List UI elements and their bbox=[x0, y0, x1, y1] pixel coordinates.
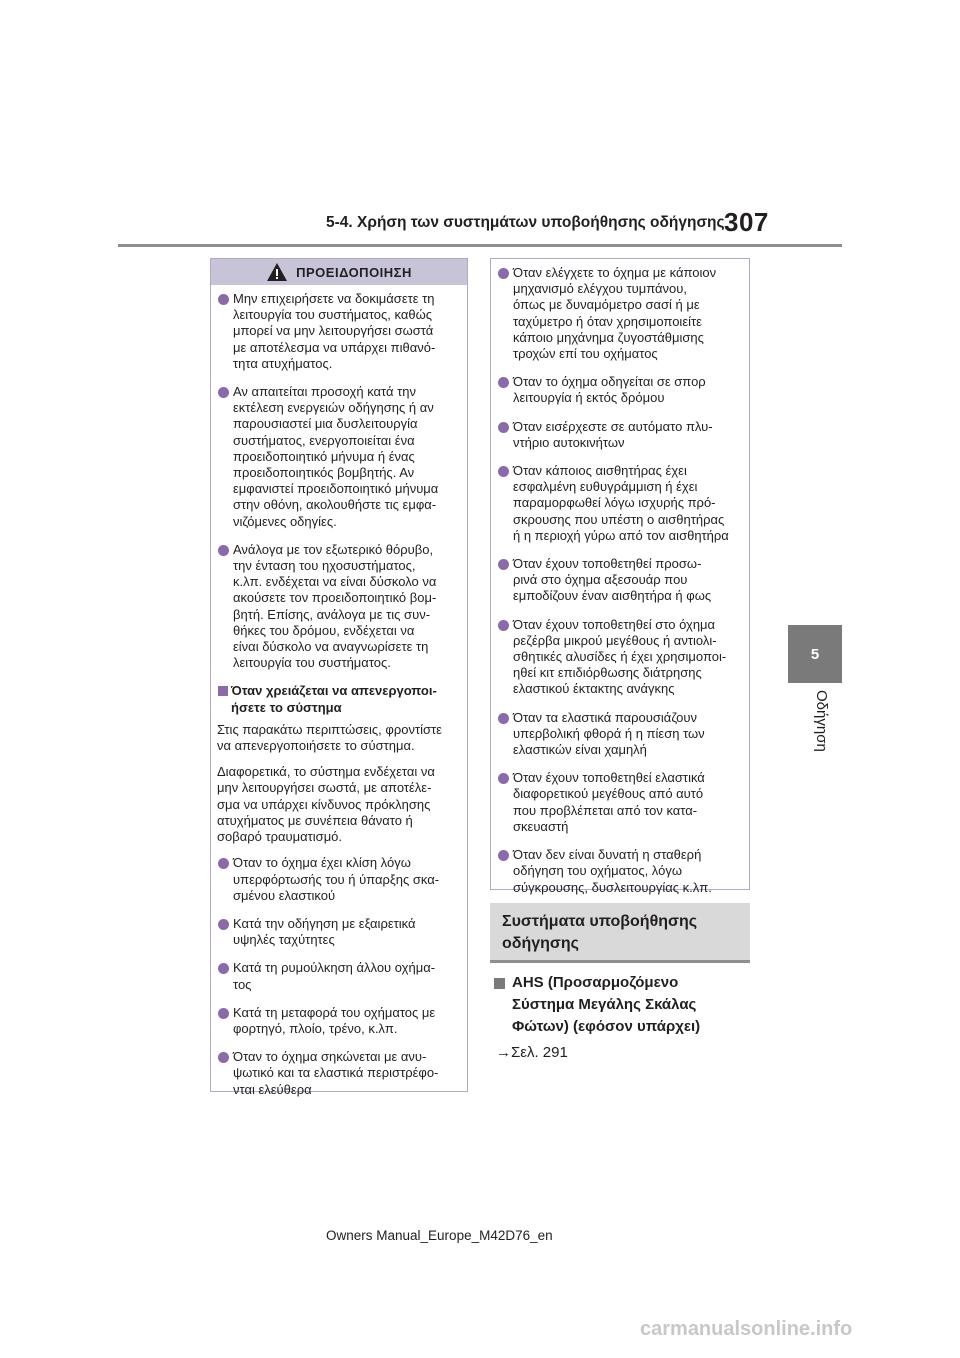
list-item-text: Όταν έχουν τοποθετηθεί προσω- ρινά στο όχημα αξεσουάρ που εμποδίζουν έναν αισθητήρα ή φως bbox=[513, 556, 712, 604]
list-item bbox=[217, 855, 461, 904]
list-item-text: Ανάλογα με τον εξωτερικό θόρυβο, την ένταση του ηχοσυστήματος, κ.λπ. ενδέχεται να είναι δύσκολο να ακούσετε τον προειδοποιητικό βομ- βητή. Επίσης, ανάλογα με τις συν- θήκες του δρόμου, ενδέχεται να είναι δύσκολο να αναγνωρίσετε τη λειτουργία του συστήματος. bbox=[233, 541, 437, 671]
list-item bbox=[497, 847, 743, 896]
list-item bbox=[497, 374, 743, 406]
ahs-heading bbox=[492, 972, 772, 1038]
chapter-tab[interactable] bbox=[788, 625, 842, 683]
bullet-dot-icon bbox=[498, 773, 509, 784]
list-item-text: Όταν έχουν τοποθετηθεί ελαστικά διαφορετικού μεγέθους από αυτό που προβλέπεται από τον κατα- σκευαστή bbox=[513, 770, 705, 834]
list-item bbox=[217, 1049, 461, 1098]
list-item-text: Αν απαιτείται προσοχή κατά την εκτέλεση ενεργειών οδήγησης ή αν παρουσιαστεί μια δυσλειτουργία συστήματος, ενεργοποιείται ένα προειδοποιητικό μήνυμα ή ένας προειδοποιητικός βομβητής. Αν εμφανιστεί προειδοποιητικό μήνυμα στην οθόνη, ακολουθήστε τις εμφα- νιζόμενες οδηγίες. bbox=[233, 384, 439, 529]
warning-header bbox=[211, 259, 467, 285]
list-item bbox=[497, 463, 743, 544]
page-number: 307 bbox=[724, 207, 769, 237]
list-item bbox=[217, 291, 461, 372]
bullet-dot-icon bbox=[498, 466, 509, 477]
warning-triangle-icon bbox=[266, 262, 288, 282]
list-item-text: Όταν έχουν τοποθετηθεί στο όχημα ρεζέρβα μικρού μεγέθους ή αντιολι- σθητικές αλυσίδες ή έχει χρησιμοποι- ηθεί κιτ επιδιόρθωσης διάτρησης ελαστικού έκτακτης ανάγκης bbox=[513, 616, 727, 697]
list-item bbox=[217, 916, 461, 948]
subheading-text: Όταν χρειάζεται να απενεργοποι- ήσετε το σύστημα bbox=[231, 683, 437, 715]
list-item-text: Κατά τη μεταφορά του οχήματος με φορτηγό, πλοίο, τρένο, κ.λπ. bbox=[233, 1004, 436, 1036]
bullet-dot-icon bbox=[218, 387, 229, 398]
list-item bbox=[497, 710, 743, 759]
list-item-text: Μην επιχειρήσετε να δοκιμάσετε τη λειτουργία του συστήματος, καθώς μπορεί να μην λειτουργήσει σωστά με αποτέλεσμα να υπάρχει πιθανό- τητα ατυχήματος. bbox=[233, 291, 436, 371]
section-title: 5-4. Χρήση των συστημάτων υποβοήθησης οδήγησης bbox=[326, 214, 725, 231]
bullet-dot-icon bbox=[218, 919, 229, 930]
bullet-dot-icon bbox=[498, 620, 509, 631]
list-item-text: Όταν εισέρχεστε σε αυτόματο πλυ- ντήριο αυτοκινήτων bbox=[513, 418, 713, 450]
square-bullet-icon bbox=[494, 978, 505, 989]
list-item-text: Κατά τη ρυμούλκηση άλλου οχήμα- τος bbox=[233, 960, 436, 992]
watermark: carmanualsonline.info bbox=[640, 1318, 853, 1340]
list-item bbox=[217, 1005, 461, 1037]
header-rule bbox=[118, 244, 842, 247]
list-item bbox=[217, 384, 461, 530]
bullet-dot-icon bbox=[498, 422, 509, 433]
warning-box-left bbox=[210, 258, 468, 1097]
square-bullet-icon bbox=[218, 686, 228, 696]
list-item bbox=[497, 617, 743, 698]
ahs-heading-text: AHS (Προσαρμοζόμενο Σύστημα Μεγάλης Σκάλας Φώτων) (εφόσον υπάρχει) bbox=[512, 974, 701, 1035]
chapter-number: 5 bbox=[810, 645, 820, 663]
list-item-text: Όταν το όχημα σηκώνεται με ανυ- ψωτικό και τα ελαστικά περιστρέφο- νται ελεύθερα bbox=[233, 1049, 439, 1097]
list-item-text: Κατά την οδήγηση με εξαιρετικά υψηλές ταχύτητες bbox=[233, 915, 416, 948]
bullet-dot-icon bbox=[218, 1008, 229, 1019]
list-item bbox=[217, 542, 461, 672]
list-item-text: Όταν κάποιος αισθητήρας έχει εσφαλμένη ευθυγράμμιση ή έχει παραμορφωθεί λόγω ισχυρής πρό- σκρουσης που υπέστη ο αισθητήρας ή η περιοχή γύρω από τον αισθητήρα bbox=[513, 463, 729, 543]
bullet-dot-icon bbox=[498, 268, 509, 279]
bullet-dot-icon bbox=[498, 559, 509, 570]
list-item-text: Όταν ελέγχετε το όχημα με κάποιον μηχανισμό ελέγχου τυμπάνου, όπως με δυναμόμετρο σασί ή με ταχύμετρο ή όταν χρησιμοποιείτε κάποιο μηχάνημα ζυγοστάθμισης τροχών επί του οχήματος bbox=[513, 265, 717, 362]
list-item bbox=[497, 265, 743, 362]
bullet-dot-icon bbox=[498, 377, 509, 388]
warning-subheading bbox=[217, 683, 461, 715]
list-item-text: Όταν το όχημα οδηγείται σε σπορ λειτουργία ή εκτός δρόμου bbox=[513, 374, 706, 406]
footer-text: Owners Manual_Europe_M42D76_en bbox=[326, 1228, 553, 1243]
bullet-dot-icon bbox=[218, 963, 229, 974]
list-item bbox=[217, 960, 461, 992]
list-item bbox=[497, 419, 743, 451]
paragraph: Στις παρακάτω περιπτώσεις, φροντίστε να απενεργοποιήσετε το σύστημα. bbox=[217, 721, 442, 754]
warning-box-right bbox=[490, 258, 750, 895]
bullet-dot-icon bbox=[218, 545, 229, 556]
section-header: Συστήματα υποβοήθησης οδήγησης bbox=[490, 903, 750, 963]
page-reference-link[interactable]: →Σελ. 291 bbox=[496, 1044, 568, 1061]
list-item-text: Όταν το όχημα έχει κλίση λόγω υπερφόρτωσής του ή ύπαρξης σκα- σμένου ελαστικού bbox=[233, 855, 440, 903]
paragraph: Διαφορετικά, το σύστημα ενδέχεται να μην λειτουργήσει σωστά, με αποτέλε- σμα να υπάρχει κίνδυνος πρόκλησης ατυχήματος με συνέπεια θάνατο ή σοβαρό τραυματισμό. bbox=[217, 764, 435, 845]
bullet-dot-icon bbox=[218, 858, 229, 869]
bullet-dot-icon bbox=[498, 850, 509, 861]
bullet-dot-icon bbox=[218, 1052, 229, 1063]
list-item bbox=[497, 556, 743, 605]
list-item bbox=[497, 770, 743, 835]
list-item-text: Όταν τα ελαστικά παρουσιάζουν υπερβολική φθορά ή η πίεση των ελαστικών είναι χαμηλή bbox=[513, 709, 705, 758]
bullet-dot-icon bbox=[218, 294, 229, 305]
chapter-label: Οδήγηση bbox=[813, 690, 830, 752]
warning-header-label: ΠΡΟΕΙΔΟΠΟΙΗΣΗ bbox=[296, 264, 412, 280]
list-item-text: Όταν δεν είναι δυνατή η σταθερή οδήγηση του οχήματος, λόγω σύγκρουσης, δυσλειτουργίας κ.λπ. bbox=[513, 847, 712, 895]
bullet-dot-icon bbox=[498, 713, 509, 724]
